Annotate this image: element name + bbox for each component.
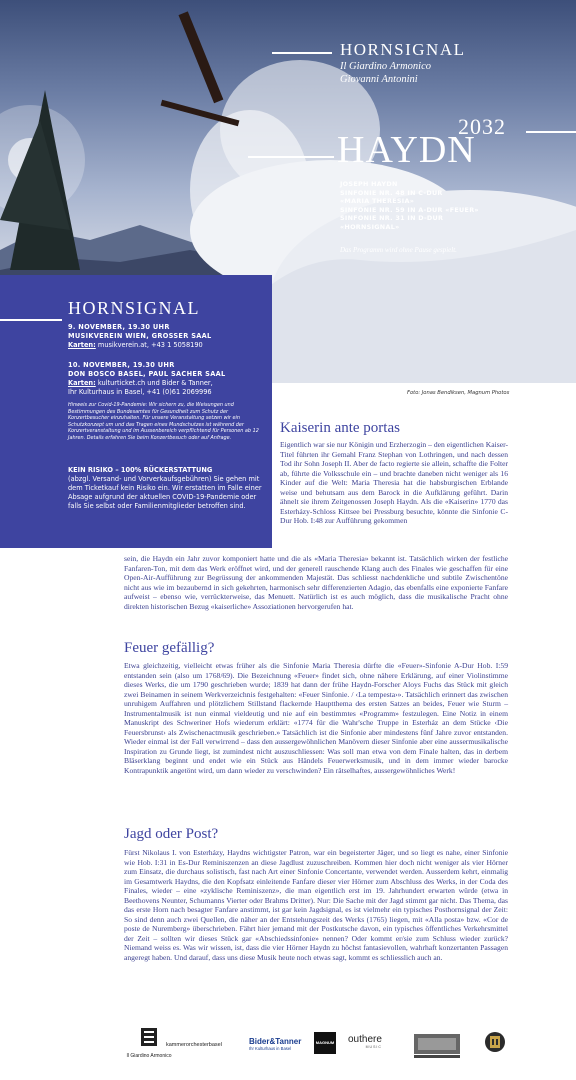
bider-tanner-sub: Ihr Kulturhaus in Basel [249,1046,292,1051]
program-line: SINFONIE NR. 48 IN C-DUR [340,188,443,197]
hero-series-title: HORNSIGNAL [340,40,466,59]
title-rule [272,52,332,54]
program-note: Das Programm wird ohne Pause gespielt. [340,246,457,254]
program-line: SINFONIE NR. 31 IN D-DUR [340,214,444,223]
giardino-logo-text: Il Giardino Armonico [126,1053,172,1059]
concert-program [340,180,479,232]
bider-tanner-text: Bider&Tanner [249,1037,302,1046]
giardino-emblem-icon [139,1026,159,1048]
bider-tanner-logo [249,1037,301,1051]
hero-performers [340,61,431,86]
section-text: Eigentlich war sie nur Königin und Erzherzogin – den eigentlichen Kaiser-Titel führten ihr Gemahl Franz Stephan von Lothringen, und nach dessen Tod ihr Sohn Joseph II. Aber de facto regierte sie allein, schaffte die Folter ab, führte die Volksschule ein – und brachte daneben nicht weniger als 16 Kinder auf die Welt: Maria Theresia hat die habsburgischen Erblande weise und behutsam aus dem Barock in die Aufklärung geführt. Darin ähnelt sie ihrem Zeitgenossen Joseph Haydn. Als die «Kaiserin» 1770 das Esterházy-Schloss Kittsee bei Pressburg besuchte, könnte die Sinfonie C-Dur Hob. I:48 zur Aufführung gekommen [280,440,508,525]
program-line: JOSEPH HAYDN [340,180,398,188]
event-vienna [68,323,212,350]
event-info-panel [0,275,272,548]
outhere-logo [348,1034,382,1049]
program-line: «HORNSIGNAL» [340,222,400,231]
section-title: Kaiserin ante portas [280,420,400,436]
refund-info [68,466,268,511]
tickets-info[interactable]: Ihr Kulturhaus in Basel, +41 (0)61 2069996 [68,388,212,396]
panel-title: HORNSIGNAL [68,298,200,318]
tickets-label: Karten: [68,341,96,349]
conductor-name: Giovanni Antonini [340,73,418,85]
event-basel [68,361,226,397]
section-title: Feuer gefällig? [124,640,215,656]
event-date: 10. NOVEMBER, 19.30 UHR [68,361,175,369]
event-venue: DON BOSCO BASEL, PAUL SACHER SAAL [68,370,226,378]
program-line: «MARIA THERESIA» [340,197,415,206]
panel-rule [0,319,62,321]
tickets-info[interactable]: kulturticket.ch und Bider & Tanner, [97,379,213,387]
covid-note: Hinweis zur Covid-19-Pandemie: Wir sichern zu, die Weisungen und Bestimmungen des Bundesamtes für Gesundheit zum Schutz der Konzertbesucher einzuhalten. Für unsere Veranstaltung setzen wir ein Schutzkonzept um und das Tragen eines Mundschutzes ist während der Konzertveranstaltung und im Aussenbereich verpflichtend für Personen ab 12 Jahren. Details erfahren Sie beim Konzertbesuch oder auf Anfrage. [68,402,259,441]
haydn-year: 2032 [458,114,506,139]
section-title: Jagd oder Post? [124,826,219,842]
foundation-seal-logo [484,1030,506,1054]
event-venue: MUSIKVEREIN WIEN, GROSSER SAAL [68,332,212,340]
program-line: SINFONIE NR. 59 IN A-DUR «FEUER» [340,205,479,214]
haydn-gesellschaft-logo [412,1028,462,1060]
seal-emblem-icon [484,1030,506,1054]
section-text: Etwa gleichzeitig, vielleicht etwas früher als die Sinfonie Maria Theresia dürfte die «Feuer»-Sinfonie A-Dur Hob. I:59 entstanden sein (also um 1768/69). Die Bezeichnung «Feuer» findet sich, ohne nähere Erklärung, auf einer Violinstimme dieses Werks, die um 1790 geschrieben wurde; 1839 hat dann der frühe Haydn-Forscher Aloys Fuchs das Stück mit gleich zwei Beinamen in seinem Werkverzeichnis festgehalten: «Feuer Sinfonie. / ‹La tempesta›». Tatsächlich erinnert das zwischen unruhigem Auffahren und plötzlichem Stillstand flackernde Hauptthema des ersten Satzes an beides, Feuer wie Sturm – Instrumentalmusik ist nun einmal vieldeutig und nie auf ein bestimmtes «Programm» festzulegen. Eine Notiz in einem Manuskript des Schweriner Hofs wiederum erklärt: «1774 für die Wahr'sche Truppe in Esterház an dem Stücke ‹Die Feuersbrunst› als Zwischenactmusik geschrieben.» Tatsächlich ist die Sinfonie aber mindestens fünf Jahre zuvor entstanden. Wieder einmal ist der Fall verwirrend – dass den aussergewöhnlichen Manövern dieser Sinfonie aber eine aussermusikalische Inspiration zu Grunde liegt, ist zumindest nicht auszuschliessen: Was soll man etwa von dem Finale halten, das in derbem Bläserklang beginnt und endet wie ein Stück aus Händels Feuerwerksmusik, und in dem immer wieder barocke Kontrapunktik angetönt wird, um dann wieder zu verschwinden? Ein rätselhaftes, aussergewöhnliches Werk! [124,661,508,775]
refund-text: (abzgl. Versand- und Vorverkaufsgebühren) Sie gehen mit dem Ticketkauf kein Risiko ein. Wir erstatten im Falle einer Absage aufgrund der aktuellen COVID-19-Pandemie oder falls Sie selbst oder Familienmitglieder betroffen sind. [68,475,262,510]
haydn-logo-text: HAYDN [337,129,476,171]
section-text: sein, die Haydn ein Jahr zuvor komponiert hatte und die als «Maria Theresia» bekannt ist. Tatsächlich wirken der festliche Fanfaren-Ton, mit dem das Werk eröffnet wird, und der generell rauschende Klang auch des Finales wie geschaffen für eine Open-Air-Aufführung zur Begrüssung der ankommenden Majestät. Das schliesst nachdenkliche und subtile Zwischentöne nicht aus wie im bezaubernd in sich gekehrten, harmonisch sehr differenzierten Adagio, das ebenfalls eine exponierte Fanfare aufweist – ebenso wie, verrückterweise, das Menuett. Natürlich ist es auch möglich, dass die musikalische Pracht ohne direkten historischen Bezug «kaiserliche» Assoziationen hervorgerufen hat. [124,554,508,611]
tickets-label: Karten: [68,379,96,387]
photo-credit: Foto: Jonas Bendiksen, Magnum Photos [407,390,510,396]
outhere-text: outhere [348,1034,382,1045]
haydn-rule-right [526,131,576,133]
building-emblem-icon [412,1028,462,1060]
refund-title: KEIN RISIKO – 100% RÜCKERSTATTUNG [68,466,213,474]
event-date: 9. NOVEMBER, 19.30 UHR [68,323,170,331]
ensemble-name: Il Giardino Armonico [340,61,431,72]
section-text: Fürst Nikolaus I. von Esterházy, Haydns wichtigster Patron, war ein begeisterter Jäger, und so liegt es nahe, einer Sinfonie wie Hob. I:31 in Es-Dur Reminiszenzen an diese Jagdlust zuzuschreiben. Kommen hier doch nicht weniger als vier Hörner zum Einsatz, die durchaus solistisch, fast nach Art einer Sinfonie Concertante, verwendet werden. Ausserdem kehrt, einmalig im Gesamtwerk Haydns, die den Kopfsatz einleitende Fanfare dieser vier Hörner zum Abschluss des Werks, in der Coda des Finales, wieder – eine «zyklische Reminiszenz», die man eigentlich erst im 19. Jahrhundert erwarten würde (etwa in Beethovens Neunter, Schumanns Vierter oder Brahms Dritter). Nur: Die Sache mit der Jagd stimmt gar nicht. Das Thema, das das erste Horn nach besagter Fanfare anstimmt, ist gar kein Jagdsignal, es ist vielmehr ein typisches Posthornsignal der Zeit: So sind denn auch zwei Quellen, die näher an der Entstehungszeit des Werks (1765) liegen, mit «Alla posta» bzw. «Cor de poste de Nuremberg» überschrieben. Fährt hier jemand mit der Postkutsche davon, ein typisches öffentliches Verkehrsmittel der Zeit – sollten wir dieses Stück gar «Abschiedssinfonie» nennen? Oder kommt er/sie zum Schluss wieder zurück? Niemand weiss es. Was wir wissen, ist, dass die vier Hörner Haydn zu höchst fantasievollen, wahrhaft konzertanten Passagen angeregt haben. Und darauf, dass uns diese Musik heute noch etwas sagt, kommt es schliesslich auch an. [124,848,508,962]
haydn-rule-left [248,156,334,158]
magnum-logo: MAGNUM [314,1032,336,1054]
outhere-sub: MUSIC [365,1045,382,1049]
sponsor-logos [0,1020,576,1080]
kammerorchester-logo: kammerorchesterbasel [166,1042,222,1048]
tickets-info[interactable]: musikverein.at, +43 1 5058190 [97,341,203,349]
